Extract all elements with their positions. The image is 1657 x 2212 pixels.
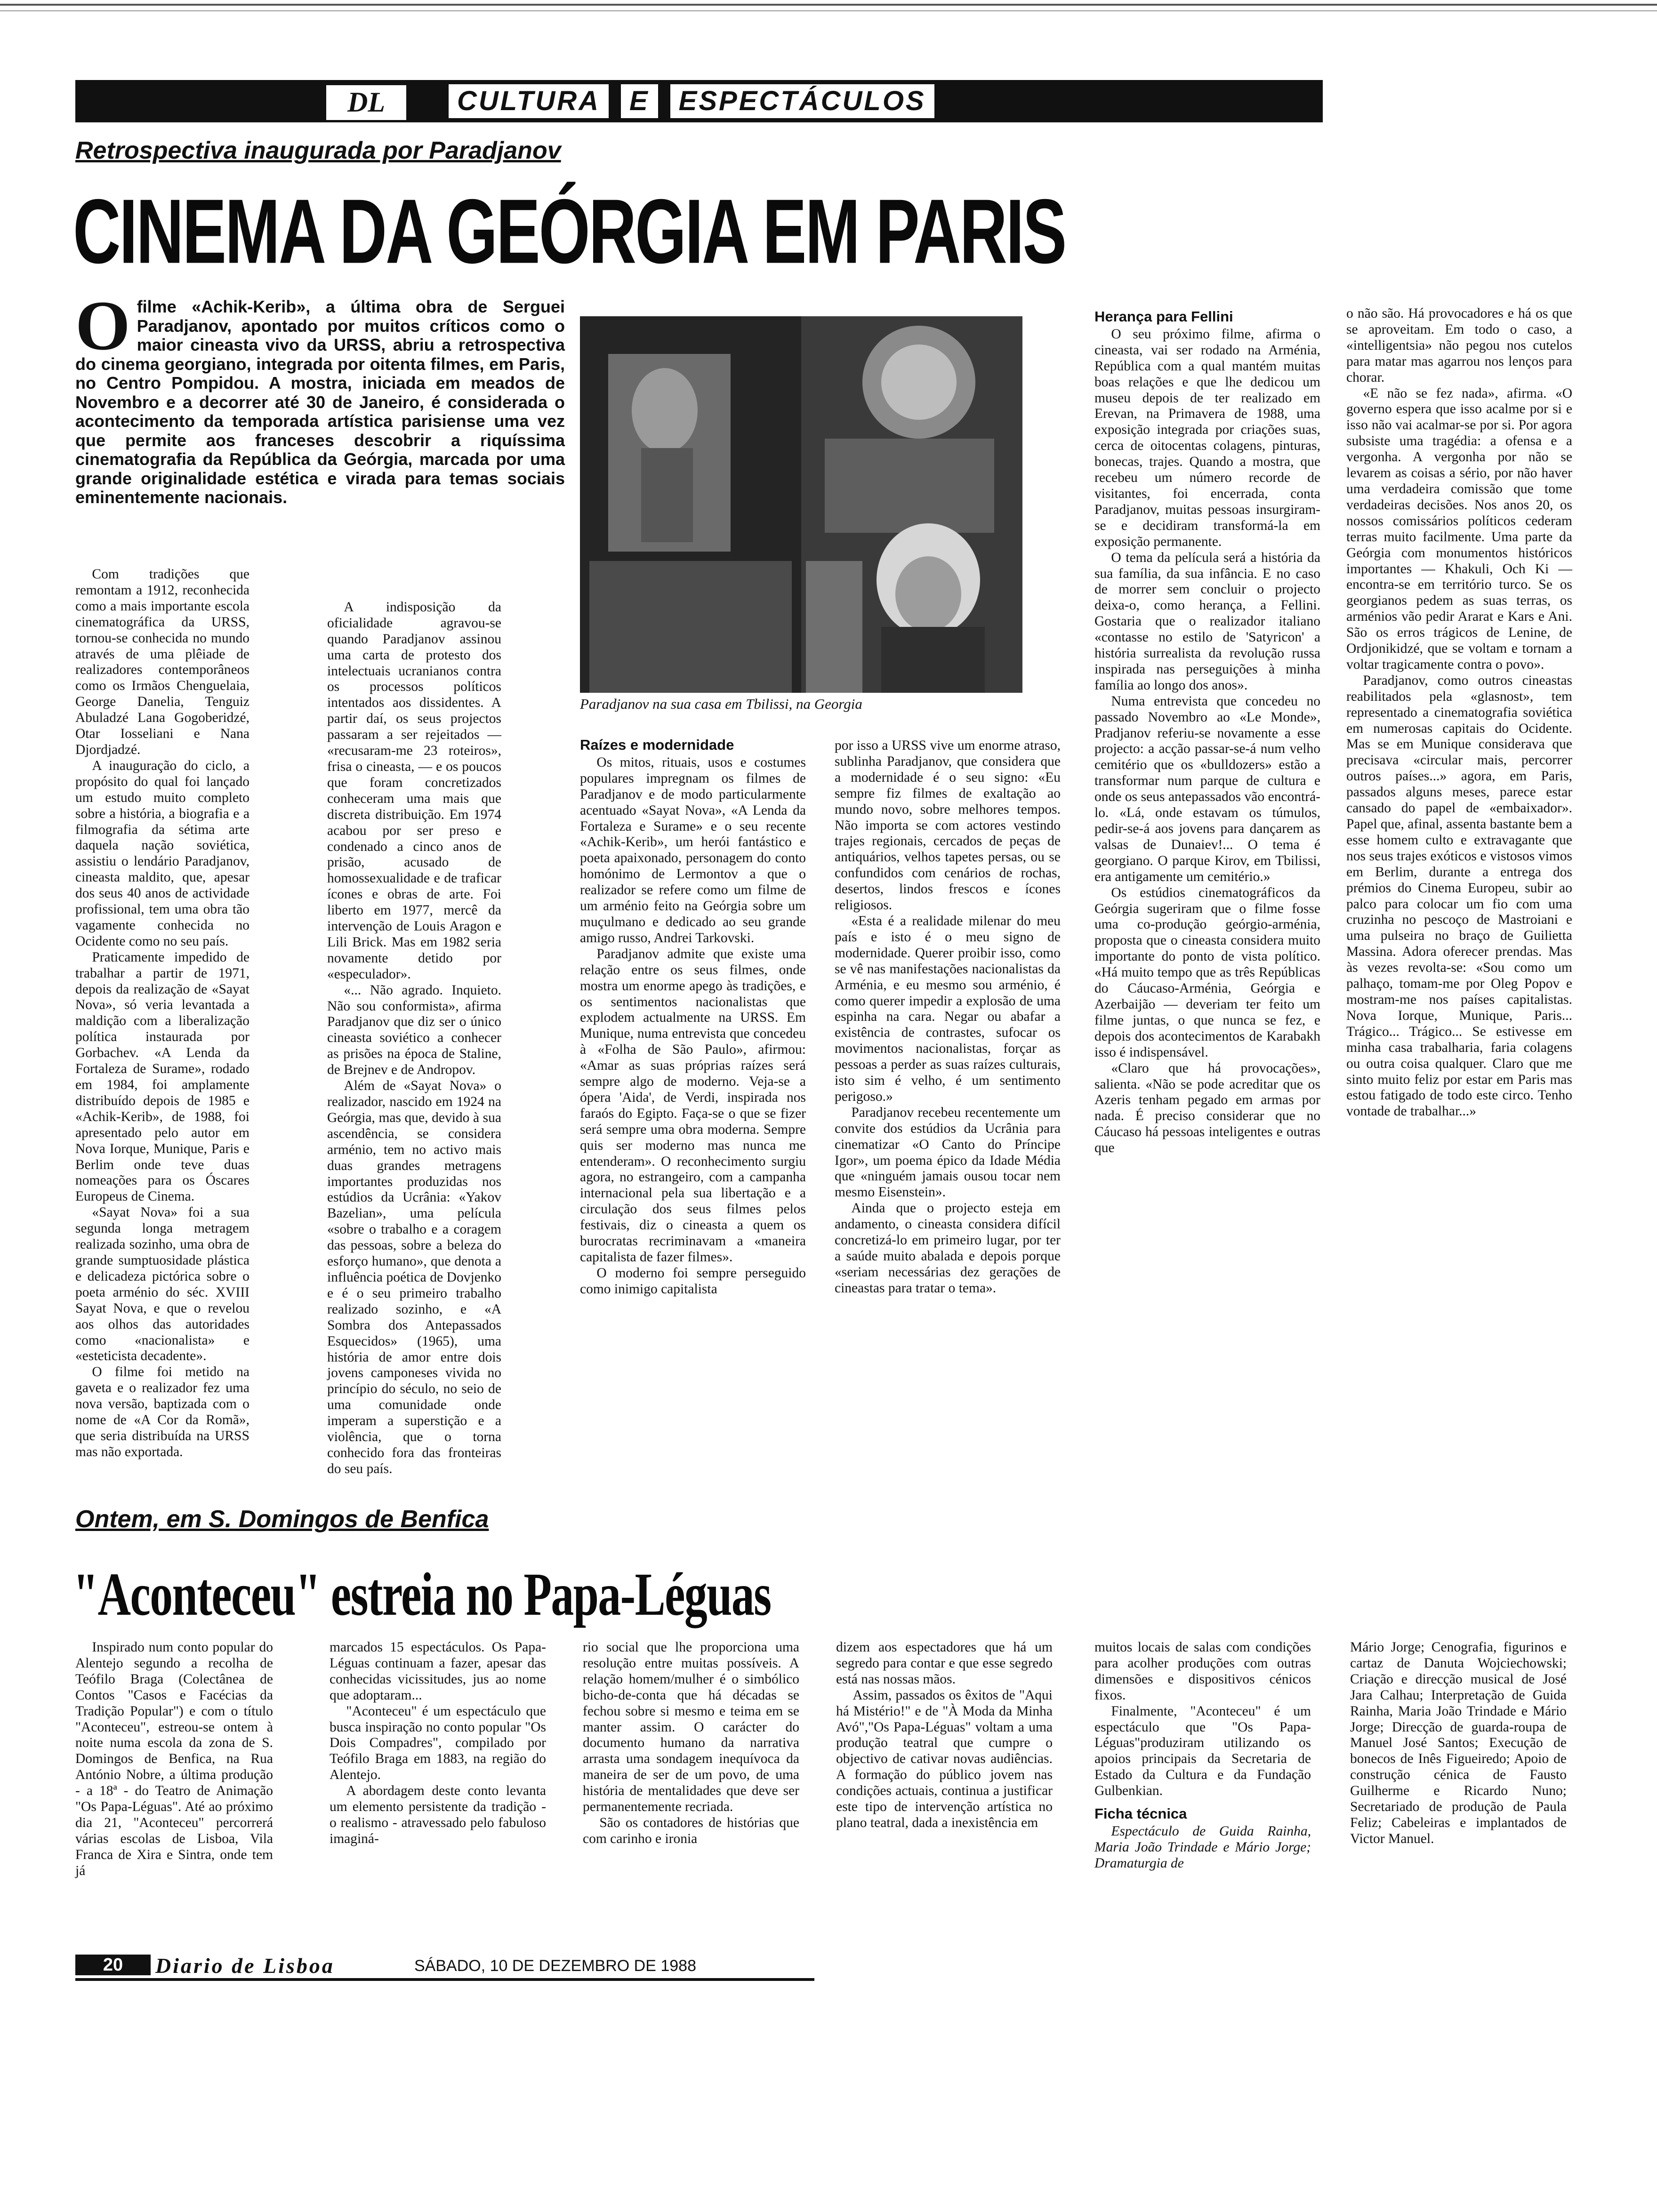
paragraph: «... Não agrado. Inquieto. Não sou conformista», afirma Paradjanov que diz ser o único cineasta soviético a conhecer as prisões na época de Staline, de Brejnev e de Andropov. [327,982,501,1078]
paragraph: "Aconteceu" é um espectáculo que busca inspiração no conto popular "Os Dois Compadres", compilado por Teófilo Braga em 1883, na região do Alentejo. [330,1703,546,1783]
paragraph: «Esta é a realidade milenar do meu país e isto é o meu signo de modernidade. Querer proibir isso, como se vê nas manifestações nacionalistas da Arménia, e eu mesmo sou arménio, é como querer impedir a explosão de uma espinha na cara. Negar ou abafar a existência de contrastes, sufocar os movimentos nacionalistas, forçar as pessoas a perder as suas raízes culturais, isto sim é velho, é um sentimento perigoso.» [835,913,1061,1104]
paragraph: Numa entrevista que concedeu no passado Novembro ao «Le Monde», Pradjanov referiu-se novamente a esse projecto: a acção passar-se-á num velho cemitério que os «bulldozers» estão a transformar num parque de cultura e onde os seus antepassados vão encontrá-lo. «Lá, onde estavam os túmulos, pedir-se-á aos jovens para dançarem as valsas de Dunaiev!... O tema é georgiano. O parque Kirov, em Tbilissi, era antigamente um cemitério.» [1094,693,1320,884]
article2-column-4 [836,1640,1053,1831]
article2-column-2 [330,1640,546,1847]
newspaper-name: Diario de Lisboa [155,1954,335,1978]
paragraph: A inauguração do ciclo, a propósito do qual foi lançado um estudo muito completo sobre a história, a biografia e a filmografia da sétima arte daquela nação soviética, assistiu o lendário Paradjanov, cineasta maldito, que, apesar dos seus 40 anos de actividade profissional, tem uma obra tão vagamente conhecida no Ocidente como no seu país. [75,758,249,949]
paragraph: Assim, passados os êxitos de "Aqui há Mistério!" e de "À Moda da Minha Avó","Os Papa-Léguas" voltam a uma produção teatral que cumpre o objectivo de cativar novas audiências. A formação do público jovem nas condições actuais, continua a justificar este tipo de intervenção artística no plano teatral, dada a inexistência em [836,1687,1053,1830]
paragraph: Finalmente, "Aconteceu" é um espectáculo que "Os Papa-Léguas"produziram utilizando os apoios principais da Secretaria de Estado da Cultura e da Fundação Gulbenkian. [1094,1703,1311,1799]
photo-paradjanov-house [580,316,1022,693]
paragraph: muitos locais de salas com condições para acolher produções com outras dimensões e dispositivos cénicos fixos. [1094,1640,1311,1703]
footer-rule [75,1978,814,1981]
paragraph: dizem aos espectadores que há um segredo para contar e que esse segredo está nas nossas mãos. [836,1640,1053,1687]
article1-column-5 [1094,306,1320,1156]
page-number: 20 [75,1955,151,1975]
lead-dropcap: O [75,287,130,365]
paragraph: O tema da película será a história da sua família, da sua infância. E no caso de morrer sem concluir o projecto deixa-o, como herança, a Fellini. Gostaria que o realizador italiano «contasse no estilo de 'Satyricon' a história surrealista da revolução russa inspirada nas perseguições à minha família ao longo dos anos». [1094,550,1320,693]
article1-column-3 [580,734,806,1298]
paragraph: Os estúdios cinematográficos da Geórgia sugeriram que o filme fosse uma co-produção geórgio-arménia, proposta que o cineasta considera muito importante do ponto de vista político. «Há muito tempo que as três Repúblicas do Cáucaso-Arménia, Geórgia e Azerbaijão — deveriam ter feito um filme juntas, o que nunca se fez, e depois dos acontecimentos de Karabakh isso é indispensável. [1094,885,1320,1060]
paragraph: A indisposição da oficialidade agravou-se quando Paradjanov assinou uma carta de protesto dos intelectuais ucranianos contra os processos políticos intentados aos dissidentes. A partir daí, os seus projectos passaram a ser rejeitados — «recusaram-me 23 roteiros», frisa o cineasta, — e os poucos que foram concretizados conheceram uma mais que discreta distribuição. Em 1974 acabou por ser preso e condenado a cinco anos de prisão, acusado de homossexualidade e de traficar ícones e obras de arte. Foi liberto em 1977, mercê da intervenção de Louis Aragon e Lili Brick. Mas em 1982 seria novamente detido por «especulador». [327,599,501,982]
lead-text: filme «Achik-Kerib», a última obra de Serguei Paradjanov, apontado por muitos críticos como o maior cineasta vivo da URSS, abriu a retrospectiva do cinema georgiano, integrada por oitenta filmes, em Paris, no Centro Pompidou. A mostra, iniciada em meados de Novembro e a decorrer até 30 de Janeiro, é considerada o acontecimento da temporada artística parisiense uma vez que permite aos franceses descobrir a riquíssima cinematografia da República da Geórgia, marcada por uma grande originalidade estética e virada para temas sociais eminentemente nacionais. [75,297,565,507]
paragraph: «Claro que há provocações», salienta. «Não se pode acreditar que os Azeris tenham pegado em armas por nada. É preciso considerar que no Cáucaso há pessoas inteligentes e outras que [1094,1060,1320,1156]
paragraph: O filme foi metido na gaveta e o realizador fez uma nova versão, baptizada com o nome de «A Cor da Romã», que seria distribuída na URSS mas não exportada. [75,1364,249,1459]
paragraph: «E não se fez nada», afirma. «O governo espera que isso acalme por si e isso não vai acalmar-se por si. Por agora subsiste uma tragédia: a ofensa e a vergonha. A vergonha por não se levarem as coisas a sério, por não haver uma verdadeira comissão que tome verdadeiras decisões. Nos anos 20, os nossos comissários políticos cederam terras muito facilmente. Uma parte da Geórgia com monumentos históricos importantes — Khakuli, Och Ki — encontra-se em território turco. Se os georgianos pedem as suas terras, os arménios vão pedir Ararat e Kars e Ani. São os erros trágicos de Lenine, de Ordjonikidzé, que se voltam e tornam a voltar tragicamente contra o povo». [1346,385,1572,672]
paragraph: rio social que lhe proporciona uma resolução entre muitas possíveis. A relação homem/mulher é o simbólico bicho-de-conta que há décadas se fechou sobre si mesmo e teima em se manter assim. O carácter do documento humano da narrativa arrasta uma sondagem inequívoca da maneira de ser de um povo, de uma história de mentalidades que deve ser permanentemente recriada. [583,1640,799,1815]
section-title-word-1: CULTURA [447,83,610,120]
paragraph: Os mitos, rituais, usos e costumes populares impregnam os filmes de Paradjanov e de modo particularmente acentuado «Sayat Nova», «A Lenda da Fortaleza e Surame» e o seu recente «Achik-Kerib», um herói fantástico e poeta apaixonado, personagem do conto homónimo de Lermontov a que o realizador se refere como um filme de um arménio feito na Geórgia sobre um muçulmano e dedicado ao seu grande amigo russo, Andrei Tarkovski. [580,754,806,946]
article1-lead [75,287,565,507]
section-title-word-3: ESPECTÁCULOS [669,83,936,120]
paragraph: Paradjanov, como outros cineastas reabilitados pela «glasnost», tem representado a cinematografia soviética em numerosas capitais do Ocidente. Mas se em Munique considerava que precisava «circular mais, percorrer outros países...» agora, em Paris, passados alguns meses, parece estar cansado do papel de «embaixador». Papel que, afinal, assenta bastante bem a esse homem culto e extravagante que nos seus trajes exóticos e vistosos vimos em Berlim, durante a entrega dos prémios do Cinema Europeu, subir ao palco para colocar um fio com uma cruzinha no pescoço de Mastroiani e uma pulseira no braço de Guilietta Massina. Adora oferecer prendas. Mas às vezes revolta-se: «Sou como um palhaço, tomam-me por Oleg Popov e mostram-me nos países capitalistas. Nova Iorque, Munique, Paris... Trágico... Trágico... Se estivesse em minha casa trabalharia, faria colagens ou outra coisa qualquer. Claro que me sinto muito feliz por estar em Paris mas estou fatigado de todo este circo. Tenho vontade de trabalhar...» [1346,673,1573,1119]
section-title [447,83,936,120]
paragraph: Com tradições que remontam a 1912, reconhecida como a mais importante escola cinematográfica da URSS, tornou-se conhecida no mundo através de uma plêiade de realizadores contemporâneos como os Irmãos Chenguelaia, George Danelia, Tenguiz Abuladzé Lana Gogoberidzé, Otar Iosseliani e Nana Djordjadzé. [75,567,249,757]
paragraph: Espectáculo de Guida Rainha, Maria João Trindade e Mário Jorge; Dramaturgia de [1094,1823,1311,1871]
article2-column-3 [583,1640,799,1847]
article1-kicker: Retrospectiva inaugurada por Paradjanov [75,137,561,164]
article1-column-1 [75,567,249,1460]
paragraph: Paradjanov recebeu recentemente um convite dos estúdios da Ucrânia para cinematizar «O Canto do Príncipe Igor», um poema épico da Idade Média que «ninguém jamais ousou tocar nem mesmo Eisenstein». [835,1105,1061,1200]
paragraph: Inspirado num conto popular do Alentejo segundo a recolha de Teófilo Braga (Colectânea de Contos "Casos e Facécias da Tradição Popular") e com o título "Aconteceu", estreou-se ontem à noite numa escola da zona de S. Domingos de Benfica, na Rua António Nobre, a última produção - a 18ª - do Teatro de Animação "Os Papa-Léguas". Até ao próximo dia 21, "Aconteceu" percorrerá várias escolas de Lisboa, Vila Franca de Xira e Sintra, onde tem já [75,1640,273,1878]
article2-column-1 [75,1640,273,1879]
article1-column-4 [835,738,1061,1297]
article2-column-6 [1350,1640,1567,1847]
paragraph: Praticamente impedido de trabalhar a partir de 1971, depois da realização de «Sayat Nova», só veria levantada a maldição com a liberalização política instaurada por Gorbachev. «A Lenda da Fortaleza de Surame», rodado em 1984, foi amplamente distribuído depois de 1985 e «Achik-Kerib», de 1988, foi apresentado pelo autor em Nova Iorque, Munique, Paris e Berlim onde teve duas nomeações para os Óscares Europeus de Cinema. [75,949,249,1204]
article2-column-5 [1094,1640,1311,1872]
subheading-ficha-tecnica: Ficha técnica [1094,1805,1187,1822]
article1-photo [580,316,1022,693]
paragraph: por isso a URSS vive um enorme atraso, sublinha Paradjanov, que considera que a modernidade é o seu signo: «Eu sempre fiz filmes de exaltação ao mundo novo, sobre melhores tempos. Não importa se com actores vestindo trajes regionais, cercados de peças de antiquários, velhos tapetes persas, ou se confundidos com cenários de rochas, desertos, lindos frescos e ícones religiosos. [835,738,1061,913]
paragraph: marcados 15 espectáculos. Os Papa-Léguas continuam a fazer, apesar das conhecidas vicissitudes, jus ao nome que adoptaram... [330,1640,546,1703]
paragraph: Paradjanov admite que existe uma relação entre os seus filmes, onde mostra um enorme apego às tradições, e os sentimentos nacionalistas que explodem actualmente na URSS. Em Munique, numa entrevista que concedeu à «Folha de São Paulo», afirmou: «Amar as suas próprias raízes será sempre algo de moderno. Veja-se a ópera 'Aida', de Verdi, inspirada nos faraós do Egipto. Faça-se o que se fizer será sempre uma obra moderna. Sempre quis ser moderno mas nunca me entenderam». O reconhecimento surgiu agora, no estrangeiro, com a campanha internacional pela sua libertação e a circulação dos seus filmes pelos festivais, diz o cineasta a quem os burocratas recriminavam a «maneira capitalista de fazer filmes». [580,946,806,1265]
paragraph: O moderno foi sempre perseguido como inimigo capitalista [580,1265,806,1297]
article1-column-6 [1346,306,1572,1120]
paragraph: O seu próximo filme, afirma o cineasta, vai ser rodado na Arménia, República com a qual mantém muitas boas relações e que lhe dedicou um museu depois de ter realizado em Erevan, na Primavera de 1988, uma exposição integrada por criações suas, cerca de oitocentas colagens, pinturas, bonecas, trajes. Quando a mostra, que recebeu um número recorde de visitantes, foi encerrada, conta Paradjanov, muitas pessoas insurgiram-se e decidiram transformá-la em exposição permanente. [1094,326,1320,549]
photo-caption: Paradjanov na sua casa em Tbilissi, na Georgia [580,696,862,712]
subheading-heranca: Herança para Fellini [1094,308,1233,325]
paragraph: A abordagem deste conto levanta um elemento persistente da tradição - o realismo - atravessado pelo fabuloso imaginá- [330,1783,546,1846]
section-logo: DL [325,84,408,121]
paragraph: Mário Jorge; Cenografia, figurinos e cartaz de Danuta Wojciechowski; Criação e direcção musical de José Jara Calhau; Interpretação de Guida Rainha, Maria João Trindade e Mário Jorge; Direcção de guarda-roupa de Manuel José Santos; Execução de bonecos de Inês Figueiredo; Apoio de construção cénica de Fausto Guilherme e Ricardo Nuno; Secretariado de produção de Paula Feliz; Cabeleiras e implantados de Victor Manuel. [1350,1640,1567,1846]
paragraph: o não são. Há provocadores e há os que se aproveitam. Em todo o caso, a «intelligentsia» não pegou nos cutelos para matar mas agarrou nos lenços para chorar. [1346,306,1572,385]
article2-kicker: Ontem, em S. Domingos de Benfica [75,1506,489,1533]
section-title-word-2: E [619,83,660,120]
article2-headline: "Aconteceu" estreia no Papa-Léguas [73,1561,771,1628]
subheading-raizes: Raízes e modernidade [580,737,734,753]
article1-headline: CINEMA DA GEÓRGIA EM PARIS [73,180,1066,283]
paragraph: São os contadores de histórias que com carinho e ironia [583,1815,799,1846]
article1-column-2 [327,584,501,1477]
issue-date: SÁBADO, 10 DE DEZEMBRO DE 1988 [414,1957,696,1975]
paragraph: Além de «Sayat Nova» o realizador, nascido em 1924 na Geórgia, mas que, devido à sua ascendência, se considera arménio, tem no activo mais duas grandes metragens importantes produzidas nos estúdios da Ucrânia: «Yakov Bazelian», uma película «sobre o trabalho e a coragem das pessoas, sobre a beleza do esforço humano», que denota a influência poética de Dovjenko e é o seu primeiro trabalho realizado sozinho, e «A Sombra dos Antepassados Esquecidos» (1965), uma história de amor entre dois jovens camponeses vivida no princípio do século, no seio de uma comunidade onde imperam a superstição e a violência, que o torna conhecido fora das fronteiras do seu país. [327,1078,501,1476]
paragraph: Ainda que o projecto esteja em andamento, o cineasta considera difícil concretizá-lo em primeiro lugar, por ter a saúde muito abalada e depois porque «seriam necessárias dez gerações de cineastas para tratar o tema». [835,1201,1061,1296]
paragraph: «Sayat Nova» foi a sua segunda longa metragem realizada sozinho, uma obra de grande sumptuosidade plástica e delicadeza pictórica sobre o poeta arménio do séc. XVIII Sayat Nova, e que o revelou aos olhos das autoridades como «nacionalista» e «esteticista decadente». [75,1205,249,1364]
